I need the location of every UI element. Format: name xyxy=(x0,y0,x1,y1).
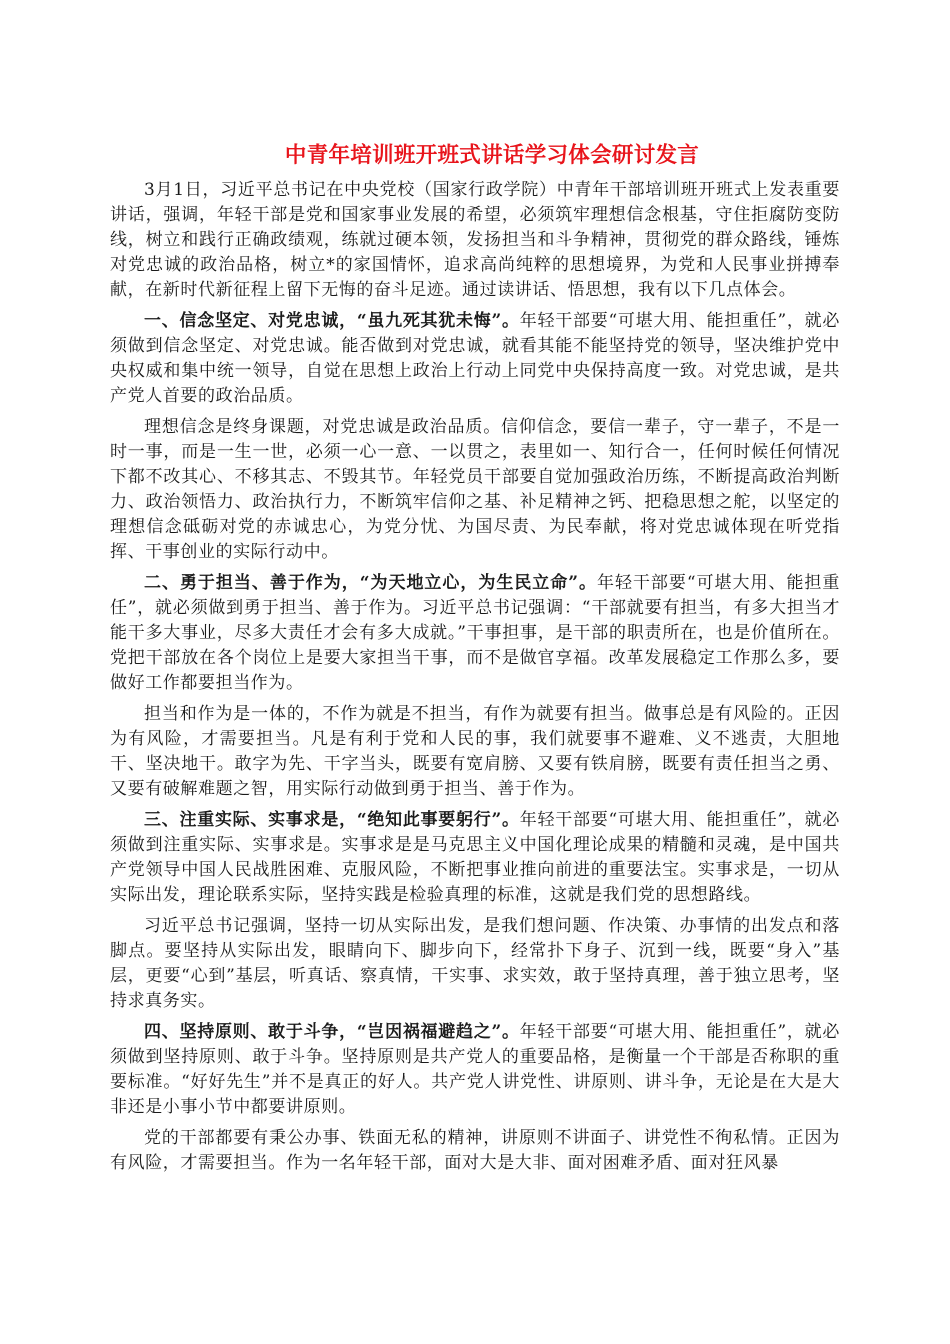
paragraph-text: 年轻干部要“可堪大用、能担重任”，就必须做到勇于担当、善于作为。习近平总书记强调：“干部就要有担当，有多大担当才能干多大事业，尽多大责任才会有多大成就。”干事担事，是干部的职责所在，也是价值所在。党把干部放在各个岗位上是要大家担当干事，而不是做官享福。改革发展稳定工作那么多，要做好工作都要担当作为。 xyxy=(110,573,841,693)
paragraph-text: 理想信念是终身课题，对党忠诚是政治品质。信仰信念，要信一辈子，守一辈子，不是一时一事，而是一生一世，必须一心一意、一以贯之，表里如一、知行合一，任何时候任何情况下都不改其心、不移其志、不毁其节。年轻党员干部要自觉加强政治历练，不断提高政治判断力、政治领悟力、政治执行力，不断筑牢信仰之基、补足精神之钙、把稳思想之舵，以坚定的理想信念砥砺对党的赤诚忠心，为党分忧、为国尽责、为民奉献，将对党忠诚体现在听党指挥、干事创业的实际行动中。 xyxy=(110,417,840,562)
section-heading: 二、勇于担当、善于作为，“为天地立心，为生民立命”。 xyxy=(144,573,597,593)
paragraph-section-4-detail xyxy=(110,1126,840,1176)
paragraph-text: 年轻干部要“可堪大用、能担重任”，就必须做到注重实际、实事求是。实事求是是马克思主义中国化理论成果的精髓和灵魂，是中国共产党领导中国人民战胜困难、克服风险，不断把事业推向前进的重要法宝。实事求是，一切从实际出发，理论联系实际，坚持实践是检验真理的标准，这就是我们党的思想路线。 xyxy=(110,810,841,905)
section-heading: 四、坚持原则、敢于斗争，“岂因祸福避趋之”。 xyxy=(144,1022,520,1042)
paragraph-section-1-detail xyxy=(110,415,840,565)
section-heading: 一、信念坚定、对党忠诚，“虽九死其犹未悔”。 xyxy=(144,311,520,331)
paragraph-section-3-detail xyxy=(110,914,840,1014)
paragraph-text: 年轻干部要“可堪大用、能担重任”，就必须做到坚持原则、敢于斗争。坚持原则是共产党人的重要品格，是衡量一个干部是否称职的重要标准。“好好先生”并不是真正的好人。共产党人讲党性、讲原则、讲斗争，无论是在大是大非还是小事小节中都要讲原则。 xyxy=(110,1022,841,1117)
paragraph-section-4 xyxy=(110,1020,840,1120)
section-heading: 三、注重实际、实事求是，“绝知此事要躬行”。 xyxy=(144,810,520,830)
paragraph-text: 党的干部都要有秉公办事、铁面无私的精神，讲原则不讲面子、讲党性不徇私情。正因为有风险，才需要担当。作为一名年轻干部，面对大是大非、面对困难矛盾、面对狂风暴 xyxy=(110,1128,840,1173)
paragraph-text: 年轻干部要“可堪大用、能担重任”，就必须做到信念坚定、对党忠诚。能否做到对党忠诚，就看其能不能坚持党的领导，坚决维护党中央权威和集中统一领导，自觉在思想上政治上行动上同党中央保持高度一致。对党忠诚，是共产党人首要的政治品质。 xyxy=(110,311,841,406)
paragraph-section-2 xyxy=(110,571,840,696)
paragraph-intro xyxy=(110,178,840,303)
paragraph-text: 习近平总书记强调，坚持一切从实际出发，是我们想问题、作决策、办事情的出发点和落脚点。要坚持从实际出发，眼睛向下、脚步向下，经常扑下身子、沉到一线，既要“身入”基层，更要“心到”基层，听真话、察真情，干实事、求实效，敢于坚持真理，善于独立思考，坚持求真务实。 xyxy=(110,916,840,1011)
paragraph-section-2-detail xyxy=(110,702,840,802)
paragraph-section-1 xyxy=(110,309,840,409)
paragraph-text: 担当和作为是一体的，不作为就是不担当，有作为就要有担当。做事总是有风险的。正因为有风险，才需要担当。凡是有利于党和人民的事，我们就要事不避难、义不逃责，大胆地干、坚决地干。敢字为先、干字当头，既要有宽肩膀、又要有铁肩膀，既要有责任担当之勇、又要有破解难题之智，用实际行动做到勇于担当、善于作为。 xyxy=(110,704,840,799)
paragraph-section-3 xyxy=(110,808,840,908)
paragraph-text: 3月1日，习近平总书记在中央党校（国家行政学院）中青年干部培训班开班式上发表重要讲话，强调，年轻干部是党和国家事业发展的希望，必须筑牢理想信念根基，守住拒腐防变防线，树立和践行正确政绩观，练就过硬本领，发扬担当和斗争精神，贯彻党的群众路线，锤炼对党忠诚的政治品格，树立*的家国情怀，追求高尚纯粹的思想境界，为党和人民事业拼搏奉献，在新时代新征程上留下无悔的奋斗足迹。通过读讲话、悟思想，我有以下几点体会。 xyxy=(110,180,840,300)
document-title: 中青年培训班开班式讲话学习体会研讨发言 xyxy=(284,143,700,168)
